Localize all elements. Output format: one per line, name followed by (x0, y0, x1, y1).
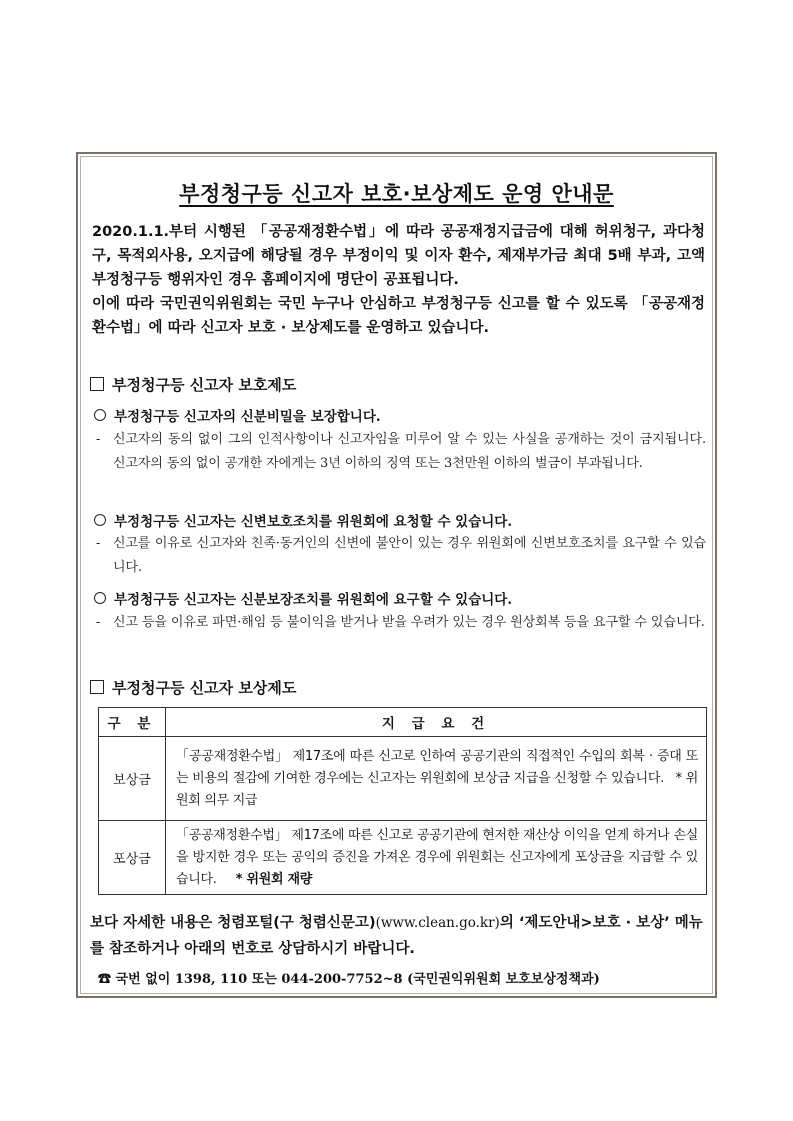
table-cell-requirements: 「공공재정환수법」 제17조에 따른 신고로 인하여 공공기관의 직접적인 수입의 회복 · 증대 또는 비용의 절감에 기여한 경우에는 신고자는 위원회에 보상금 지급을 신청할 수 있습니다. * 위원회 의무 지급 (166, 737, 707, 821)
protection-item-2-title: 부정청구등 신고자는 신변보호조치를 위원회에 요청할 수 있습니다. (94, 510, 512, 530)
reward-table (98, 707, 707, 895)
protection-item-1-desc: - 신고자의 동의 없이 그의 인적사항이나 신고자임을 미루어 알 수 있는 사실을 공개하는 것이 금지됩니다. 신고자의 동의 없이 공개한 자에게는 3년 이하의 징역 또는 3천만원 이하의 벌금이 부과됩니다. (96, 432, 706, 471)
circle-bullet-icon (94, 409, 106, 421)
square-bullet-icon (90, 377, 104, 391)
portal-url: (www.clean.go.kr) (375, 915, 500, 931)
table-cell-category: 포상금 (99, 821, 166, 895)
table-header-requirements: 지 급 요 건 (166, 708, 707, 737)
table-header-row (99, 708, 707, 737)
table-note: * 위원회 의무 지급 (176, 770, 698, 808)
table-note: * 위원회 재량 (235, 871, 313, 887)
circle-bullet-icon (94, 514, 106, 526)
outro-paragraph: 보다 자세한 내용은 청렴포털(구 청렴신문고)(www.clean.go.kr)의 ‘제도안내>보호 · 보상’ 메뉴를 참조하거나 아래의 번호로 상담하시기 바랍니다. (90, 915, 703, 957)
table-cell-requirements: 「공공재정환수법」 제17조에 따른 신고로 공공기관에 현저한 재산상 이익을 얻게 하거나 손실을 방지한 경우 또는 공익의 증진을 가져온 경우에 위원회는 신고자에게 포상금을 지급할 수 있습니다. * 위원회 재량 (166, 821, 707, 895)
protection-heading: 부정청구등 신고자 보호제도 (90, 374, 296, 395)
page-title: 부정청구등 신고자 보호·보상제도 운영 안내문 (179, 182, 614, 206)
circle-bullet-icon (94, 592, 106, 604)
intro-block (92, 220, 705, 340)
intro-paragraph-1: 2020.1.1.부터 시행된 「공공재정환수법」에 따라 공공재정지급금에 대해 허위청구, 과다청구, 목적외사용, 오지급에 해당될 경우 부정이익 및 이자 환수, 제재부가금 최대 5배 부과, 고액부정청구등 행위자인 경우 홈페이지에 명단이 공표됩니다. (92, 224, 705, 288)
protection-item-1-title: 부정청구등 신고자의 신분비밀을 보장합니다. (94, 405, 381, 425)
table-header-category: 구 분 (99, 708, 166, 737)
protection-item-2-desc: - 신고를 이유로 신고자와 친족·동거인의 신변에 불안이 있는 경우 위원회에 신변보호조치를 요구할 수 있습니다. (96, 536, 706, 575)
contact-line (98, 968, 600, 987)
protection-item-3-title: 부정청구등 신고자는 신분보장조치를 위원회에 요구할 수 있습니다. (94, 588, 512, 608)
phone-icon: ☎ (98, 972, 112, 987)
square-bullet-icon (90, 680, 104, 694)
notice-frame (76, 152, 717, 998)
intro-paragraph-2: 이에 따라 국민권익위원회는 국민 누구나 안심하고 부정청구등 신고를 할 수 있도록 「공공재정환수법」에 따라 신고자 보호 · 보상제도를 운영하고 있습니다. (92, 296, 705, 336)
contact-text: 국번 없이 1398, 110 또는 044-200-7752~8 (국민권익위원회 보호보상정책과) (115, 972, 600, 987)
reward-heading: 부정청구등 신고자 보상제도 (90, 677, 296, 698)
table-row (99, 737, 707, 821)
table-cell-category: 보상금 (99, 737, 166, 821)
protection-item-3-desc: - 신고 등을 이유로 파면·해임 등 불이익을 받거나 받을 우려가 있는 경우 원상회복 등을 요구할 수 있습니다. (96, 615, 705, 630)
table-row (99, 821, 707, 895)
